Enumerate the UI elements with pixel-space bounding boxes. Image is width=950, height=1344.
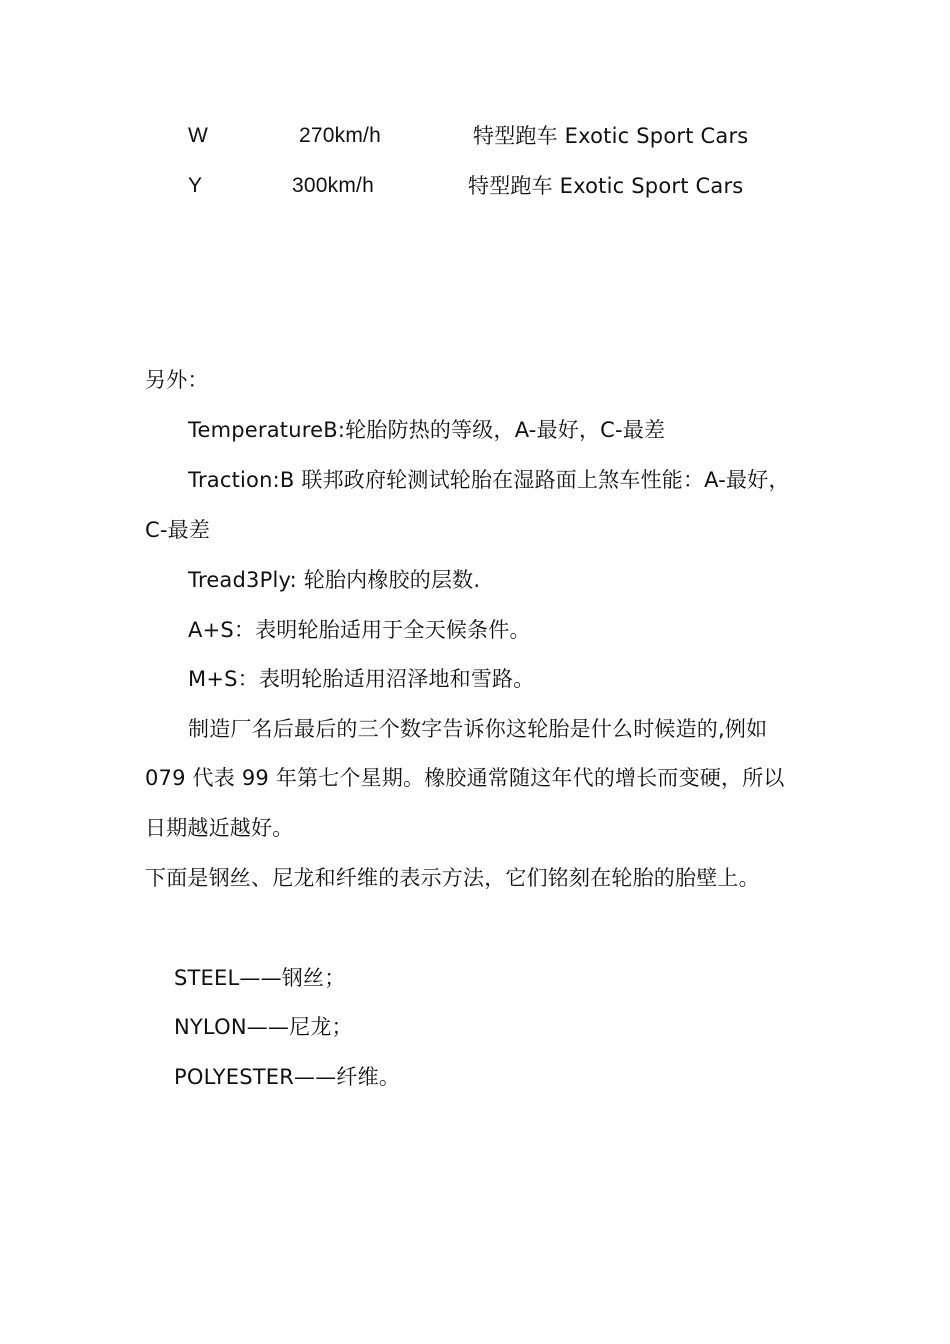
traction-line-1: Traction:B 联邦政府轮测试轮胎在湿路面上煞车性能：A-最好， [188, 468, 790, 492]
speed-category: 特型跑车 Exotic Sport Cars [468, 174, 744, 198]
speed-category: 特型跑车 Exotic Sport Cars [473, 124, 749, 148]
date-code-line-3: 日期越近越好。 [145, 816, 294, 840]
material-item-polyester: POLYESTER——纤维。 [174, 1065, 401, 1089]
speed-value: 270km/h [299, 124, 381, 147]
speed-code: W [188, 124, 209, 147]
section-heading: 另外： [145, 368, 209, 392]
material-item-steel: STEEL——钢丝； [174, 966, 346, 990]
temperature-line: TemperatureB:轮胎防热的等级，A-最好，C-最差 [188, 418, 666, 442]
materials-intro: 下面是钢丝、尼龙和纤维的表示方法，它们铭刻在轮胎的胎壁上。 [145, 866, 760, 890]
all-season-line: A+S：表明轮胎适用于全天候条件。 [188, 618, 531, 642]
traction-line-2: C-最差 [145, 518, 211, 542]
speed-code: Y [188, 174, 203, 197]
date-code-line-2: 079 代表 99 年第七个星期。橡胶通常随这年代的增长而变硬，所以 [145, 766, 785, 790]
mud-snow-line: M+S：表明轮胎适用沼泽地和雪路。 [188, 667, 535, 691]
speed-value: 300km/h [292, 174, 374, 197]
date-code-line-1: 制造厂名后最后的三个数字告诉你这轮胎是什么时候造的,例如 [188, 717, 768, 741]
tread-line: Tread3Ply: 轮胎内橡胶的层数. [188, 568, 481, 592]
material-item-nylon: NYLON——尼龙； [174, 1015, 353, 1039]
